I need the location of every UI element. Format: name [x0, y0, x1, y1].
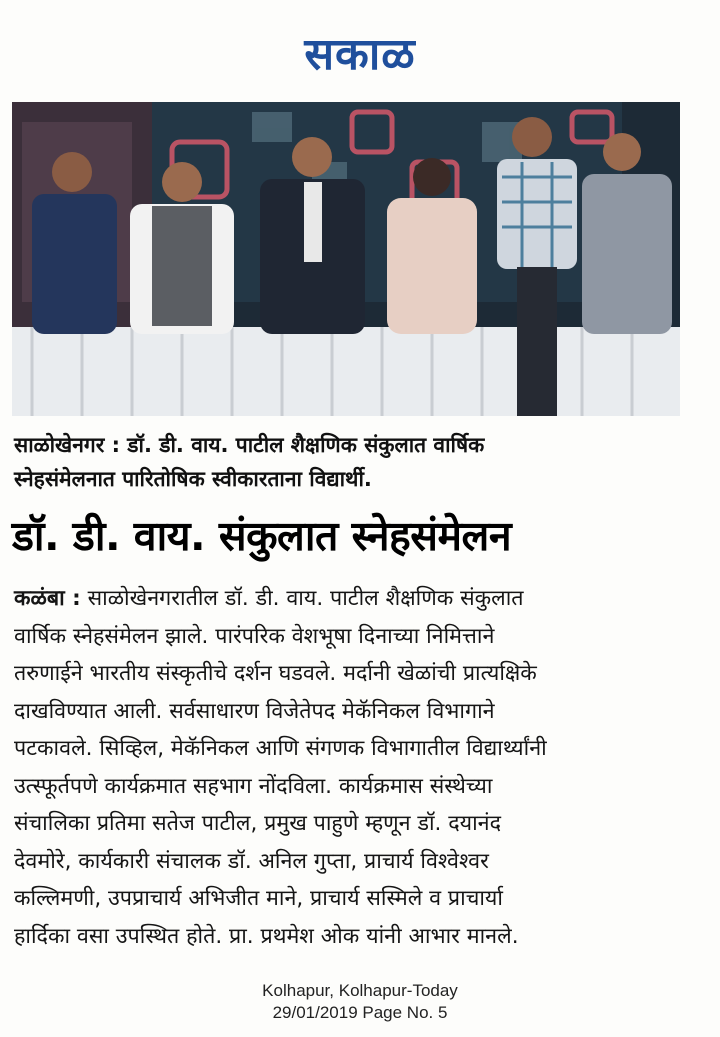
caption-line: स्नेहसंमेलनात पारितोषिक स्वीकारताना विद्यार्थी.	[14, 467, 372, 491]
date-page-label: 29/01/2019 Page No. 5	[272, 1003, 448, 1022]
article-line: वार्षिक स्नेहसंमेलन झाले. पारंपरिक वेशभूषा दिनाच्या निमित्ताने	[14, 623, 495, 649]
article-line: पटकावले. सिव्हिल, मेकॅनिकल आणि संगणक विभागातील विद्यार्थ्यांनी	[14, 736, 547, 761]
dateline: कळंबा :	[14, 586, 81, 611]
caption-line: साळोखेनगर : डॉ. डी. वाय. पाटील शैक्षणिक संकुलात वार्षिक	[14, 433, 485, 457]
article-line: दाखविण्यात आली. सर्वसाधारण विजेतेपद मेकॅनिकल विभागाने	[14, 698, 495, 724]
article-line	[14, 580, 704, 618]
article-body	[14, 580, 704, 955]
photo-caption	[14, 428, 690, 496]
page-footer	[0, 980, 720, 1024]
article-line: संचालिका प्रतिमा सतेज पाटील, प्रमुख पाहुणे म्हणून डॉ. दयानंद	[14, 811, 501, 836]
article-headline: डॉ. डी. वाय. संकुलात स्नेहसंमेलन	[12, 512, 512, 560]
edition-label: Kolhapur, Kolhapur-Today	[262, 981, 458, 1000]
article-line: तरुणाईने भारतीय संस्कृतीचे दर्शन घडवले. मर्दानी खेळांची प्रात्यक्षिके	[14, 661, 537, 686]
newspaper-masthead: सकाळ	[304, 29, 416, 80]
article-line-text: साळोखेनगरातील डॉ. डी. वाय. पाटील शैक्षणिक संकुलात	[80, 586, 524, 611]
prize-ceremony-illustration	[12, 102, 680, 416]
article-line: उत्स्फूर्तपणे कार्यक्रमात सहभाग नोंदविला. कार्यक्रमास संस्थेच्या	[14, 773, 493, 799]
event-photo	[12, 102, 680, 416]
article-line: देवमोरे, कार्यकारी संचालक डॉ. अनिल गुप्ता, प्राचार्य विश्वेश्वर	[14, 848, 489, 874]
article-line: कल्लिमणी, उपप्राचार्य अभिजीत माने, प्राचार्य सस्मिले व प्राचार्या	[14, 886, 503, 911]
article-line: हार्दिका वसा उपस्थित होते. प्रा. प्रथमेश ओक यांनी आभार मानले.	[14, 923, 519, 949]
